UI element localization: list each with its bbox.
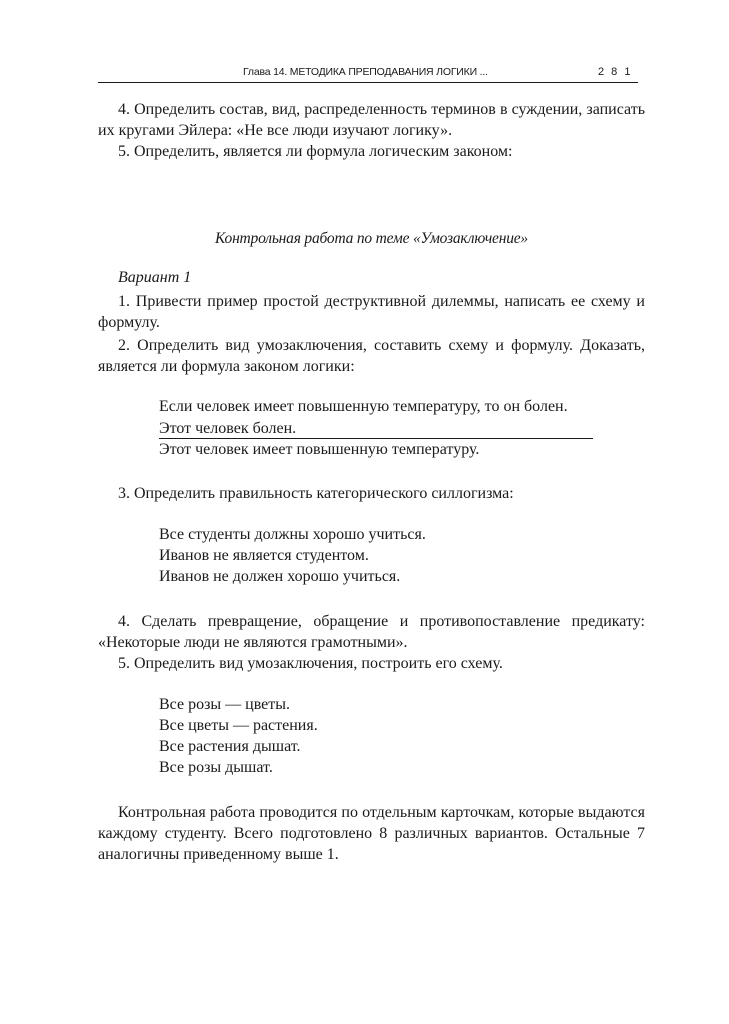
task-4: 4. Сделать превращение, обращение и противопоставление предикату: «Некоторые люди не являются грамотными».	[98, 613, 645, 651]
intro-item-4: 4. Определить состав, вид, распределенность терминов в суждении, записать их кругами Эйлера: «Не все люди изучают логику».	[98, 101, 645, 139]
task-2-premise-2	[159, 420, 593, 439]
closing-paragraph: Контрольная работа проводится по отдельным карточкам, которые выдаются каждому студенту. Всего подготовлено 8 различных вариантов. Остальные 7 аналогичны приведенному выше 1.	[98, 804, 645, 863]
task-3-premise-2: Иванов не является студентом.	[159, 547, 369, 564]
task-5-line-4: Все розы дышат.	[159, 759, 273, 776]
task-2-conclusion: Этот человек имеет повышенную температуру.	[159, 441, 480, 458]
task-3-conclusion: Иванов не должен хорошо учиться.	[159, 568, 401, 585]
header-rule	[98, 82, 638, 83]
task-3-premise-1: Все студенты должны хорошо учиться.	[159, 526, 426, 543]
task-5-line-2: Все цветы — растения.	[159, 717, 318, 734]
task-1: 1. Привести пример простой деструктивной дилеммы, написать ее схему и формулу.	[98, 293, 645, 331]
running-header-title: Глава 14. МЕТОДИКА ПРЕПОДАВАНИЯ ЛОГИКИ ...	[243, 66, 488, 78]
task-2-premise-2-text: Этот человек болен.	[159, 420, 593, 439]
task-2: 2. Определить вид умозаключения, составить схему и формулу. Доказать, является ли формула законом логики:	[98, 337, 645, 375]
task-5-line-3: Все растения дышат.	[159, 738, 301, 755]
task-5: 5. Определить вид умозаключения, построить его схему.	[118, 655, 503, 672]
task-2-premise-1: Если человек имеет повышенную температуру, то он болен.	[159, 398, 568, 415]
task-3: 3. Определить правильность категорического силлогизма:	[118, 485, 514, 502]
task-5-line-1: Все розы — цветы.	[159, 696, 291, 713]
variant-label: Вариант 1	[118, 269, 192, 286]
page-number: 2 8 1	[598, 66, 633, 78]
intro-item-5: 5. Определить, является ли формула логическим законом:	[118, 143, 513, 160]
section-heading: Контрольная работа по теме «Умозаключение»	[215, 230, 528, 247]
